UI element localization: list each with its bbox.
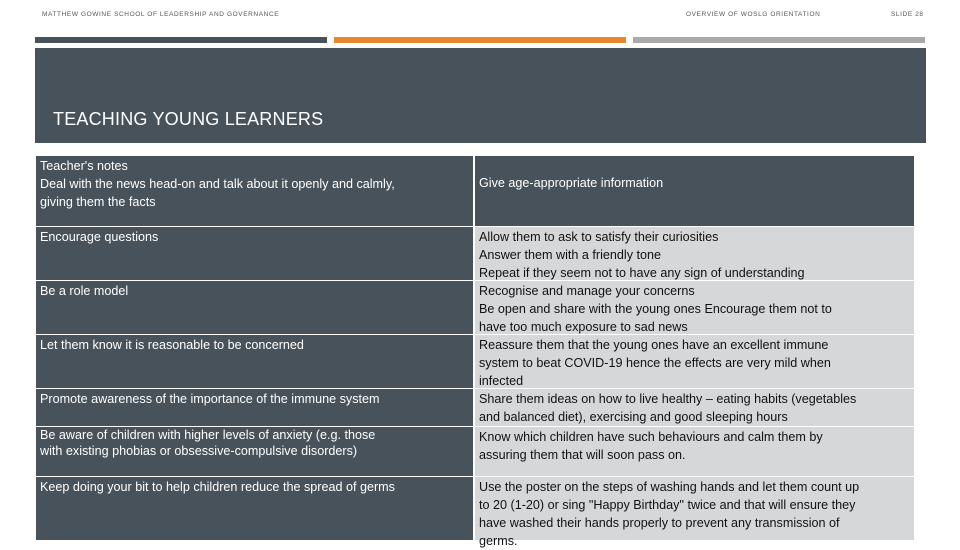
right-text-line: Recognise and manage your concerns bbox=[479, 284, 695, 298]
left-cell-text: Let them know it is reasonable to be concerned bbox=[40, 338, 304, 352]
header-right-text: Give age-appropriate information bbox=[479, 176, 664, 190]
school-name: MATTHEW GOWINE SCHOOL OF LEADERSHIP AND GOVERNANCE bbox=[42, 11, 280, 18]
right-text-line: and balanced diet), exercising and good sleeping hours bbox=[479, 410, 788, 424]
right-text-line: Allow them to ask to satisfy their curiosities bbox=[479, 230, 719, 244]
right-text-line: Reassure them that the young ones have an excellent immune bbox=[479, 338, 829, 352]
right-text-line: assuring them that will soon pass on. bbox=[479, 448, 686, 462]
left-cell-text: Keep doing your bit to help children reduce the spread of germs bbox=[40, 480, 395, 494]
accent-bar-gray bbox=[633, 37, 925, 43]
left-cell bbox=[36, 335, 473, 388]
right-column-text bbox=[475, 228, 914, 468]
header-cell-right bbox=[475, 156, 914, 226]
slide-number: SLIDE 28 bbox=[891, 11, 924, 18]
left-cell-text: Be a role model bbox=[40, 284, 129, 298]
left-cell bbox=[36, 227, 473, 280]
right-text-line: infected bbox=[479, 374, 524, 388]
right-text-line: to 20 (1-20) or sing "Happy Birthday" twice and that will ensure they bbox=[479, 498, 856, 512]
title-banner bbox=[35, 48, 926, 143]
right-text-line: germs. bbox=[479, 534, 518, 548]
right-text-line: system to beat COVID-19 hence the effects are very mild when bbox=[479, 356, 831, 370]
right-text-line: Answer them with a friendly tone bbox=[479, 248, 661, 262]
left-cell bbox=[36, 427, 473, 476]
section-name: OVERVIEW OF WOSLG ORIENTATION bbox=[686, 11, 821, 18]
header-cell-left bbox=[36, 156, 473, 226]
left-cell bbox=[36, 389, 473, 426]
right-text-line: Share them ideas on how to live healthy – eating habits (vegetables bbox=[479, 392, 857, 406]
right-text-line: Use the poster on the steps of washing hands and let them count up bbox=[479, 480, 860, 494]
slide-title: TEACHING YOUNG LEARNERS bbox=[53, 109, 324, 129]
accent-bar-orange bbox=[334, 37, 626, 43]
left-cell bbox=[36, 477, 473, 540]
right-text-line: have washed their hands properly to prevent any transmission of bbox=[479, 516, 840, 530]
left-cell-text: Encourage questions bbox=[40, 230, 159, 244]
right-text-line: Repeat if they seem not to have any sign of understanding bbox=[479, 266, 805, 280]
bottom-right-text bbox=[475, 478, 914, 548]
left-cell-text: Be aware of children with higher levels of anxiety (e.g. those bbox=[40, 428, 376, 442]
left-cell bbox=[36, 281, 473, 334]
header-left-line: Deal with the news head-on and talk about it openly and calmly, bbox=[40, 177, 395, 191]
right-text-line: have too much exposure to sad news bbox=[479, 320, 688, 334]
header-left-line: giving them the facts bbox=[40, 195, 156, 209]
left-cell-text: Promote awareness of the importance of the immune system bbox=[40, 392, 380, 406]
accent-bar-dark bbox=[35, 37, 327, 43]
right-text-line: Know which children have such behaviours and calm them by bbox=[479, 430, 823, 444]
header-left-line: Teacher's notes bbox=[40, 159, 128, 173]
right-text-line: Be open and share with the young ones Encourage them not to bbox=[479, 302, 832, 316]
left-cell-text: with existing phobias or obsessive-compulsive disorders) bbox=[40, 444, 358, 458]
